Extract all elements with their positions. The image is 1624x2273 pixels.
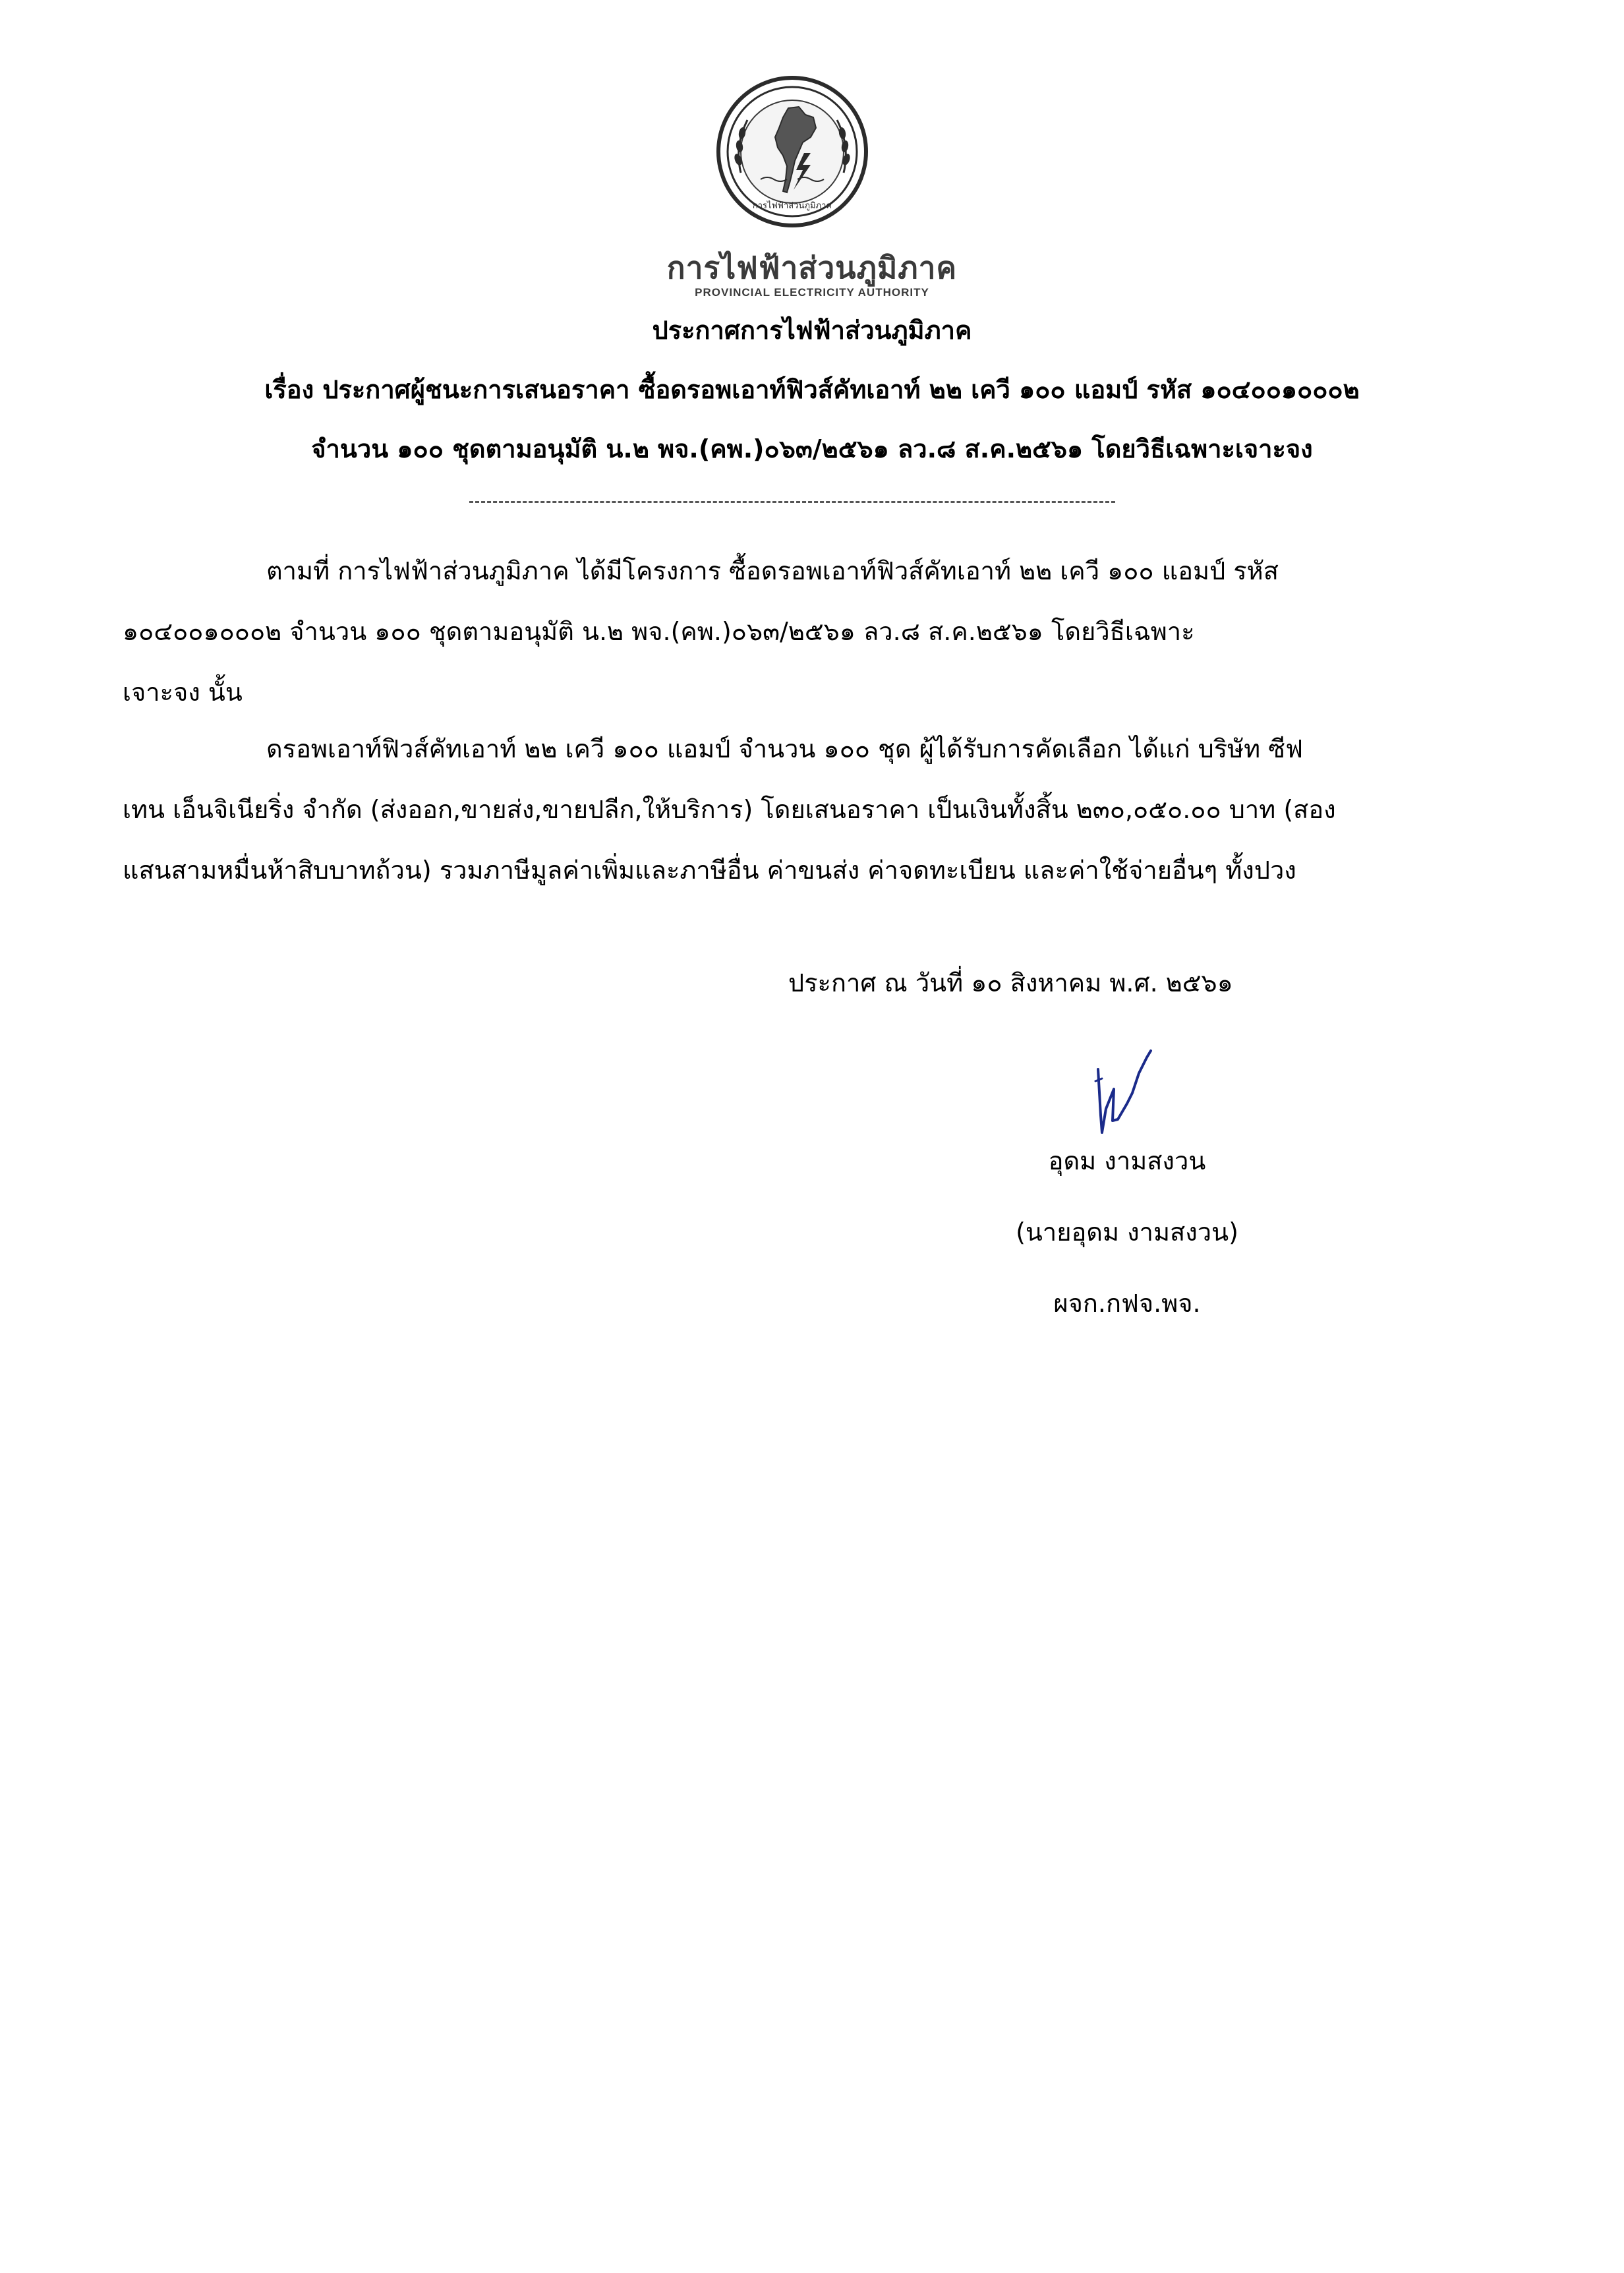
paragraph-line: แสนสามหมื่นห้าสิบบาทถ้วน) รวมภาษีมูลค่าเพิ่มและภาษีอื่น ค่าขนส่ง ค่าจดทะเบียน และค่าใช้จ่ายอื่นๆ ทั้งปวง (123, 856, 1296, 885)
paragraph-line: เจาะจง นั้น (123, 678, 243, 707)
signatory-full-name: (นายอุดม งามสงวน) (1016, 1218, 1238, 1247)
paragraph-line: ตามที่ การไฟฟ้าส่วนภูมิภาค ได้มีโครงการ ซื้อดรอพเอาท์ฟิวส์คัทเอาท์ ๒๒ เควี ๑๐๐ แอมป์ รหัส (266, 556, 1279, 585)
svg-text:การไฟฟ้าส่วนภูมิภาค: การไฟฟ้าส่วนภูมิภาค (752, 201, 832, 211)
paragraph-line: ดรอพเอาท์ฟิวส์คัทเอาท์ ๒๒ เควี ๑๐๐ แอมป์ จำนวน ๑๐๐ ชุด ผู้ได้รับการคัดเลือก ได้แก่ บริษัท ซีฟ (266, 734, 1303, 763)
separator-line (469, 501, 1115, 503)
org-name-english: PROVINCIAL ELECTRICITY AUTHORITY (695, 286, 929, 299)
pea-emblem-logo (714, 74, 870, 229)
handwritten-signature (1086, 1043, 1165, 1142)
announcement-subject: เรื่อง ประกาศผู้ชนะการเสนอราคา ซื้อดรอพเอาท์ฟิวส์คัทเอาท์ ๒๒ เควี ๑๐๐ แอมป์ รหัส ๑๐๔๐๐๑๐๐๐๒ (264, 375, 1360, 404)
body-paragraph-2 (123, 719, 1461, 900)
paragraph-line: เทน เอ็นจิเนียริ่ง จำกัด (ส่งออก,ขายส่ง,ขายปลีก,ให้บริการ) โดยเสนอราคา เป็นเงินทั้งสิ้น ๒๓๐,๐๕๐.๐๐ บาท (สอง (123, 795, 1336, 824)
announcement-title: ประกาศการไฟฟ้าส่วนภูมิภาค (652, 316, 972, 345)
paragraph-line: ๑๐๔๐๐๑๐๐๐๒ จำนวน ๑๐๐ ชุดตามอนุมัติ น.๒ พจ.(คพ.)๐๖๓/๒๕๖๑ ลว.๘ ส.ค.๒๕๖๑ โดยวิธีเฉพาะ (123, 617, 1195, 646)
announcement-subject-continued: จำนวน ๑๐๐ ชุดตามอนุมัติ น.๒ พจ.(คพ.)๐๖๓/๒๕๖๑ ลว.๘ ส.ค.๒๕๖๑ โดยวิธีเฉพาะเจาะจง (311, 434, 1313, 463)
announcement-date: ประกาศ ณ วันที่ ๑๐ สิงหาคม พ.ศ. ๒๕๖๑ (788, 968, 1233, 997)
org-name-thai: การไฟฟ้าส่วนภูมิภาค (666, 250, 958, 285)
body-paragraph-1 (123, 541, 1461, 723)
signatory-position: ผจก.กฟจ.พจ. (1053, 1289, 1201, 1318)
signatory-signed-name: อุดม งามสงวน (1048, 1146, 1206, 1175)
